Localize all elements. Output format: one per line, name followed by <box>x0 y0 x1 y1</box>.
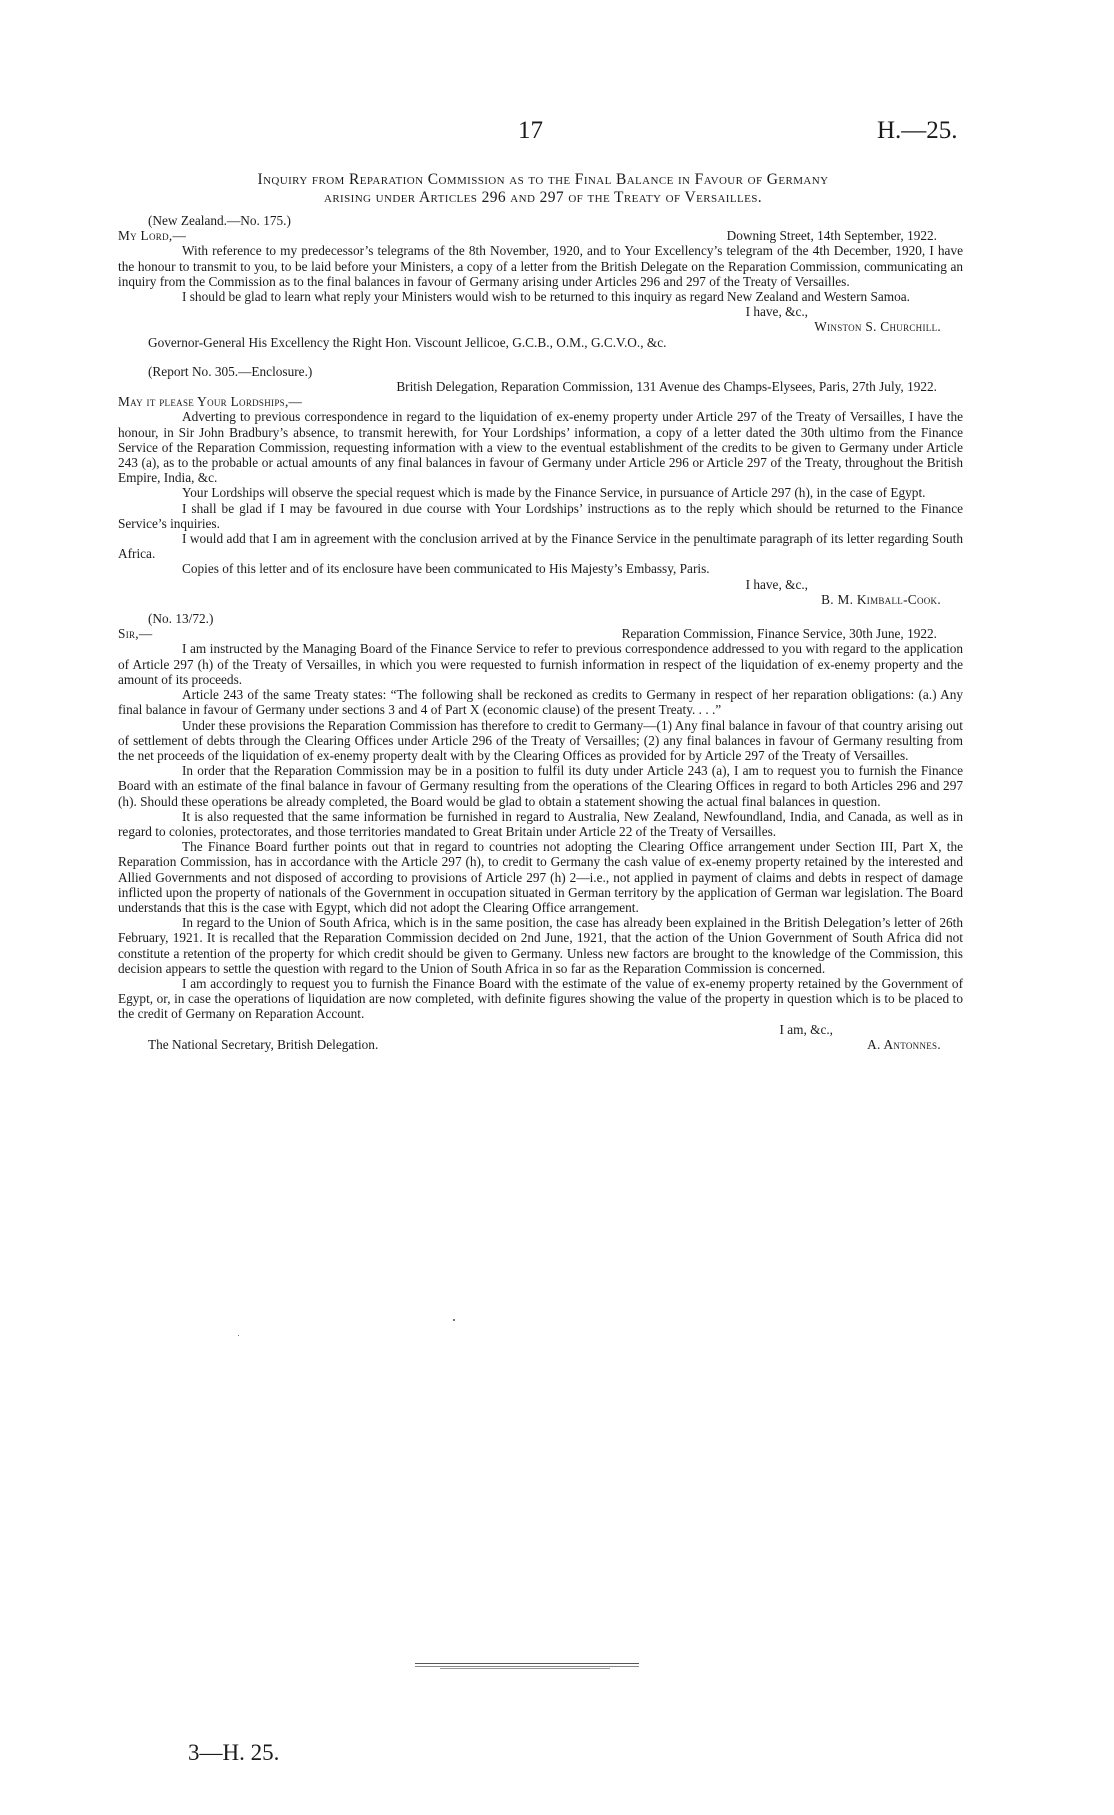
letter-churchill <box>118 213 963 350</box>
footer-rule-secondary <box>440 1668 610 1669</box>
ink-speck <box>238 1335 239 1336</box>
paragraph: I should be glad to learn what reply your Ministers would wish to be returned to this inquiry as regard New Zealand and Western Samoa. <box>182 289 910 305</box>
paragraph: The Finance Board further points out that in regard to countries not adopting the Clearing Office arrangement under Section III, Part X, the Reparation Commission, has in accordance with the Article 297 (h), to credit to Germany the cash value of ex-enemy property retained by the interested and Allied Governments and not disposed of according to provisions of Article 297 (h) 2—i.e., not applied in payment of claims and debts in respect of damage inflicted upon the property of nationals of the Government in occupation situated in German territory by the application of German war legislation. The Board understands that this is the case with Egypt, which did not adopt the Clearing Office arrangement. <box>118 839 963 915</box>
document-reference: H.—25. <box>877 117 958 144</box>
signature: B. M. Kimball-Cook. <box>821 591 941 607</box>
page-number: 17 <box>518 117 543 144</box>
document-body <box>118 213 963 1052</box>
closing: I have, &c., <box>745 576 808 592</box>
letter-reference: (Report No. 305.—Enclosure.) <box>148 363 313 379</box>
salutation-row <box>118 626 963 641</box>
paragraph: I am accordingly to request you to furnish the Finance Board with the estimate of the value of ex-enemy property retained by the Government of Egypt, or, in case the operations of liquidation are now completed, with definite figures showing the value of the property in question which is to be placed to the credit of Germany on Reparation Account. <box>118 975 963 1022</box>
letter-reference: (New Zealand.—No. 175.) <box>148 213 291 228</box>
letter-reference: (No. 13/72.) <box>148 611 214 627</box>
closing: I have, &c., <box>745 304 808 320</box>
signature: A. Antonnes. <box>867 1036 941 1052</box>
closing: I am, &c., <box>779 1021 833 1037</box>
salutation-row <box>118 228 963 243</box>
signature-row <box>118 1037 963 1052</box>
paragraph: Adverting to previous correspondence in regard to the liquidation of ex-enemy property under Article 297 of the Treaty of Versailles, I have the honour, in Sir John Bradbury’s absence, to transmit herewith, for Your Lordships’ information, a copy of a letter dated the 30th ultimo from the Finance Service of the Reparation Commission, requesting information with a view to the eventual establishment of the credits to be given to Germany under Article 243 (a), as to the probable or actual amounts of any final balances in favour of Germany under Article 296 or Article 297 of the Treaty, throughout the British Empire, India, &c. <box>118 409 963 486</box>
paragraph: Copies of this letter and of its enclosure have been communicated to His Majesty’s Embassy, Paris. <box>182 561 710 577</box>
paragraph: Your Lordships will observe the special request which is made by the Finance Service, in pursuance of Article 297 (h), in the case of Egypt. <box>182 485 926 501</box>
salutation: Sir,— <box>118 626 153 642</box>
paragraph: In order that the Reparation Commission may be in a position to fulfil its duty under Article 243 (a), I am to request you to furnish the Finance Board with an estimate of the final balance in favour of Germany resulting from the operations of the Clearing Offices in regard to both Articles 296 and 297 (h). Should these operations be already completed, the Board would be glad to obtain a statement showing the actual final balances in question. <box>118 763 963 809</box>
salutation: My Lord,— <box>118 228 187 244</box>
address-date: Reparation Commission, Finance Service, 30th June, 1922. <box>621 626 937 642</box>
title-line-1: Inquiry from Reparation Commission as to the Final Balance in Favour of Germany <box>257 171 829 188</box>
paragraph: Article 243 of the same Treaty states: “The following shall be reckoned as credits to Germany in respect of her reparation obligations: (a.) Any final balance in favour of Germany under sections 3 and 4 of Part X (economic clause) of the present Treaty. . . .” <box>118 687 963 718</box>
footer-signature-mark: 3—H. 25. <box>188 1740 280 1765</box>
footer-rule <box>415 1663 639 1667</box>
addressee: The National Secretary, British Delegation. <box>148 1036 379 1052</box>
paragraph: With reference to my predecessor’s telegrams of the 8th November, 1920, and to Your Excellency’s telegram of the 4th December, 1920, I have the honour to transmit to you, to be laid before your Ministers, a copy of a letter from the British Delegate on the Reparation Commission, communicating an inquiry from the Commission as to the final balances in favour of Germany arising under Articles 296 and 297 of the Treaty of Versailles. <box>118 243 963 289</box>
paragraph: Under these provisions the Reparation Commission has therefore to credit to Germany—(1) Any final balance in favour of that country arising out of settlement of debts through the Clearing Offices under Article 296 of the Treaty of Versailles; (2) any final balances in favour of Germany resulting from the net proceeds of the liquidation of ex-enemy property dealt with by the Clearing Offices as provided for by Article 297 of the Treaty of Versailles. <box>118 717 963 763</box>
signature: Winston S. Churchill. <box>814 319 941 335</box>
title-line-2: arising under Articles 296 and 297 of the Treaty of Versailles. <box>323 189 763 206</box>
paragraph: It is also requested that the same information be furnished in regard to Australia, New Zealand, Newfoundland, India, and Canada, as well as in regard to colonies, protectorates, and those territories mandated to Great Britain under Article 22 of the Treaty of Versailles. <box>118 808 963 839</box>
document-title <box>118 171 968 207</box>
ink-speck <box>453 1319 455 1321</box>
addressee: Governor-General His Excellency the Right Hon. Viscount Jellicoe, G.C.B., O.M., G.C.V.O., &c. <box>148 334 667 350</box>
address-date: Downing Street, 14th September, 1922. <box>726 228 937 244</box>
letter-antonnes <box>118 611 963 1052</box>
paragraph: I shall be glad if I may be favoured in due course with Your Lordships’ instructions as to the reply which should be returned to the Finance Service’s inquiries. <box>118 500 963 531</box>
salutation: May it please Your Lordships,— <box>118 394 303 410</box>
address-date: British Delegation, Reparation Commission, 131 Avenue des Champs-Elysees, Paris, 27th July, 1922. <box>396 379 937 395</box>
paragraph: I would add that I am in agreement with the conclusion arrived at by the Finance Service in the penultimate paragraph of its letter regarding South Africa. <box>118 531 963 562</box>
letter-kimball-cook <box>118 364 963 607</box>
paragraph: In regard to the Union of South Africa, which is in the same position, the case has already been explained in the British Delegation’s letter of 26th February, 1921. It is recalled that the Reparation Commission decided on 2nd June, 1921, that the action of the Union Government of South Africa did not constitute a retention of the property for which credit should be given to Germany. Unless new factors are brought to the knowledge of the Commission, this decision appears to settle the question with regard to the Union of South Africa in so far as the Reparation Commission is concerned. <box>118 915 963 976</box>
paragraph: I am instructed by the Managing Board of the Finance Service to refer to previous correspondence addressed to you with regard to the application of Article 297 (h) of the Treaty of Versailles, in which you were requested to furnish information in respect of the liquidation of ex-enemy property and the amount of its proceeds. <box>118 641 963 687</box>
